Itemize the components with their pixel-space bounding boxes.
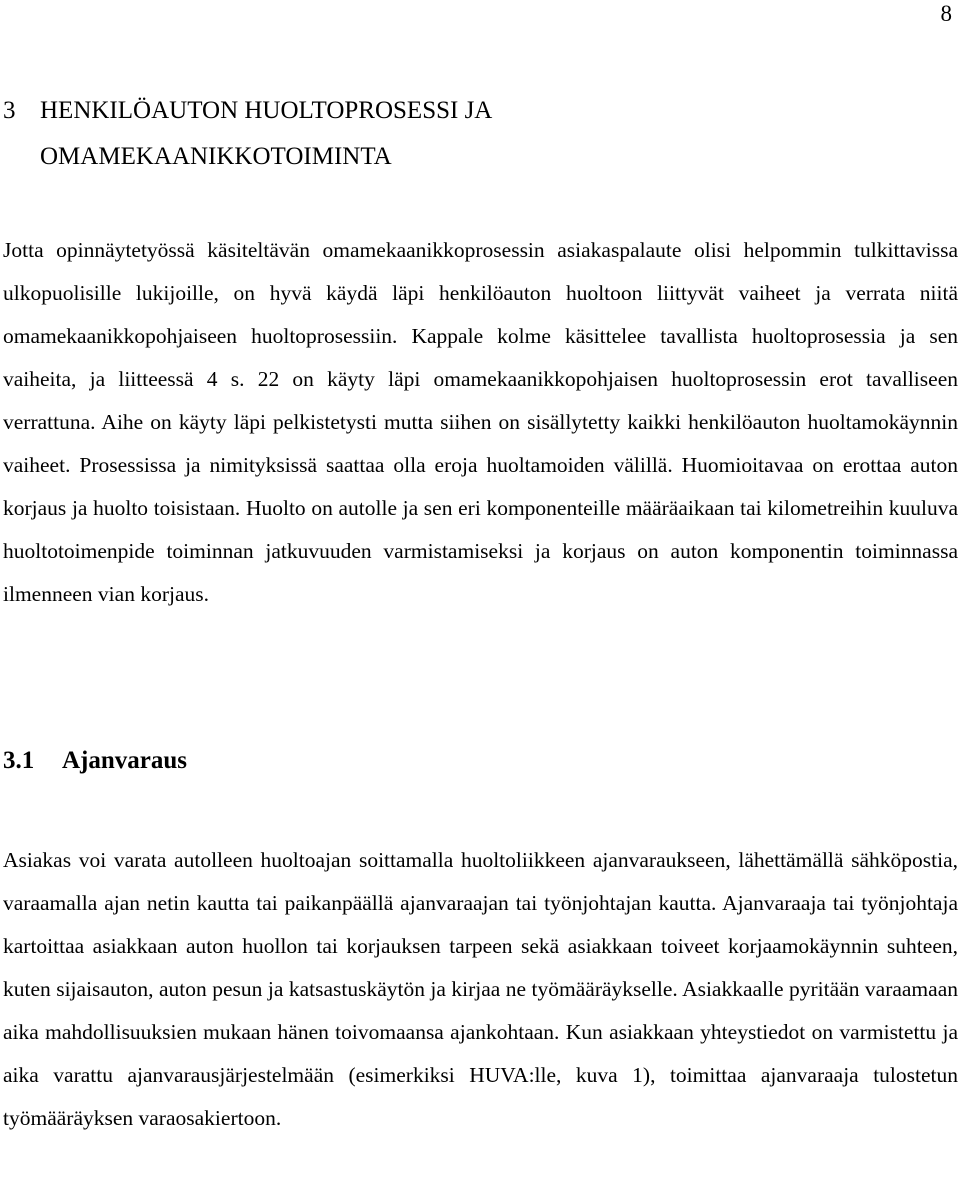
chapter-title-line2: OMAMEKAANIKKOTOIMINTA — [40, 143, 392, 170]
section-title: Ajanvaraus — [62, 747, 188, 774]
chapter-title-line1: HENKILÖAUTON HUOLTOPROSESSI JA — [40, 97, 493, 124]
body-paragraph-1: Jotta opinnäytetyössä käsiteltävän omamekaanikkoprosessin asiakaspalaute olisi helpommin tulkittavissa ulkopuolisille lukijoille, on hyvä käydä läpi henkilöauton huoltoon liittyvät vaiheet ja verrata niitä omamekaanikkopohjaiseen huoltoprosessiin. Kappale kolme käsittelee tavallista huoltoprosessia ja sen vaiheita, ja liitteessä 4 s. 22 on käyty läpi omamekaanikkopohjaisen huoltoprosessin erot tavalliseen verrattuna. Aihe on käyty läpi pelkistetysti mutta siihen on sisällytetty kaikki henkilöauton huoltamokäynnin vaiheet. Prosessissa ja nimityksissä saattaa olla eroja huoltamoiden välillä. Huomioitavaa on erottaa auton korjaus ja huolto toisistaan. Huolto on autolle ja sen eri komponenteille määräaikaan tai kilometreihin kuuluva huoltotoimenpide toiminnan jatkuvuuden varmistamiseksi ja korjaus on auton komponentin toiminnassa ilmenneen vian korjaus. — [3, 238, 958, 606]
page-number: 8 — [940, 1, 952, 26]
chapter-number: 3 — [3, 97, 16, 124]
chapter-heading — [3, 88, 492, 180]
section-number: 3.1 — [3, 747, 35, 774]
body-paragraph-2: Asiakas voi varata autolleen huoltoajan soittamalla huoltoliikkeen ajanvaraukseen, lähettämällä sähköpostia, varaamalla ajan netin kautta tai paikanpäällä ajanvaraajan tai työnjohtajan kautta. Ajanvaraaja tai työnjohtaja kartoittaa asiakkaan auton huollon tai korjauksen tarpeen sekä asiakkaan toiveet korjaamokäynnin suhteen, kuten sijaisauton, auton pesun ja katsastuskäytön ja kirjaa ne työmääräykselle. Asiakkaalle pyritään varaamaan aika mahdollisuuksien mukaan hänen toivomaansa ajankohtaan. Kun asiakkaan yhteystiedot on varmistettu ja aika varattu ajanvarausjärjestelmään (esimerkiksi HUVA:lle, kuva 1), toimittaa ajanvaraaja tulostetun työmääräyksen varaosakiertoon. — [3, 848, 958, 1130]
section-heading — [3, 741, 187, 781]
